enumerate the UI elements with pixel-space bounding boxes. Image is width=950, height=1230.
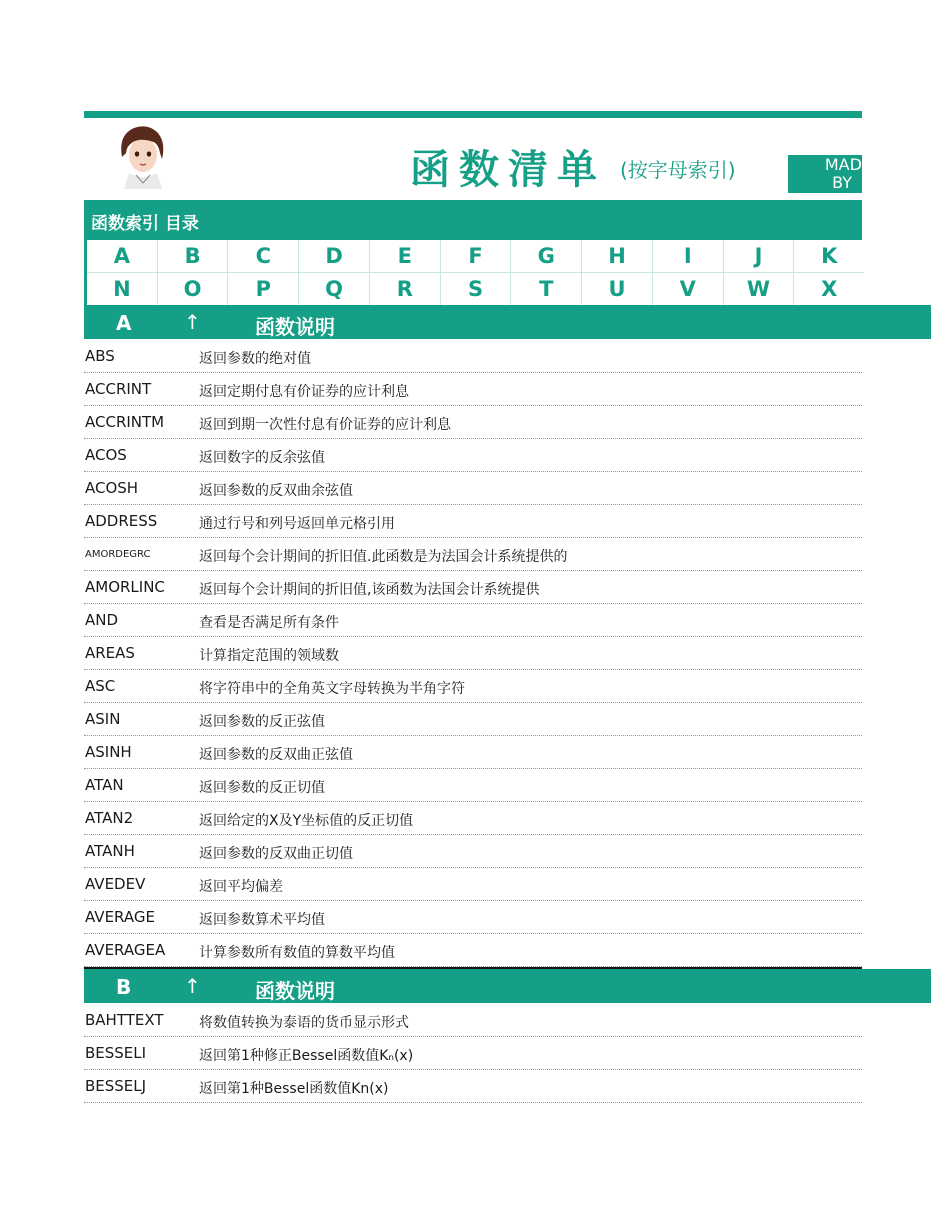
function-row [84, 835, 862, 868]
function-row [84, 802, 862, 835]
function-name: ACOSH [85, 479, 139, 497]
function-row [84, 868, 862, 901]
function-name: BESSELI [85, 1044, 147, 1062]
made-by-line1: MADE [824, 155, 872, 174]
function-name: ATAN2 [85, 809, 134, 827]
function-name: ADDRESS [85, 512, 158, 530]
function-row [84, 769, 862, 802]
section-letter: B [116, 975, 132, 999]
function-row [84, 373, 862, 406]
function-name: ATAN [85, 776, 124, 794]
function-name: ASC [85, 677, 116, 695]
index-letter-j[interactable]: J [724, 240, 795, 272]
function-row [84, 703, 862, 736]
function-name: ACCRINTM [85, 413, 165, 431]
section-label: 函数说明 [255, 315, 335, 339]
function-name: AVEDEV [85, 875, 146, 893]
function-list-b [84, 1004, 862, 1103]
function-name: ACOS [85, 446, 127, 464]
section-header-a [84, 305, 931, 339]
function-description: 返回每个会计期间的折旧值.此函数是为法国会计系统提供的 [199, 549, 568, 565]
function-description: 返回定期付息有价证券的应计利息 [199, 384, 409, 400]
function-row [84, 670, 862, 703]
function-name: AMORLINC [85, 578, 165, 596]
function-description: 返回参数的反正切值 [199, 780, 325, 796]
index-letter-q[interactable]: Q [299, 273, 370, 305]
index-letter-e[interactable]: E [370, 240, 441, 272]
function-name: AREAS [85, 644, 135, 662]
index-title: 函数索引 目录 [84, 200, 862, 240]
section-header-b [84, 969, 931, 1003]
index-letter-c[interactable]: C [228, 240, 299, 272]
index-letter-v[interactable]: V [653, 273, 724, 305]
letter-index-grid [84, 240, 864, 306]
function-row [84, 505, 862, 538]
index-letter-o[interactable]: O [158, 273, 229, 305]
header-top-bar [84, 111, 862, 118]
section-label: 函数说明 [255, 979, 335, 1003]
function-row [84, 637, 862, 670]
function-name: BAHTTEXT [85, 1011, 164, 1029]
page-subtitle: (按字母索引) [620, 158, 736, 182]
index-row [87, 240, 864, 273]
made-by-badge [788, 155, 872, 193]
function-row [84, 406, 862, 439]
function-description: 返回参数的反正弦值 [199, 714, 325, 730]
function-row [84, 604, 862, 637]
function-name: ASINH [85, 743, 132, 761]
function-description: 将数值转换为泰语的货币显示形式 [199, 1015, 409, 1031]
function-description: 计算指定范围的领域数 [199, 648, 339, 664]
function-description: 返回给定的X及Y坐标值的反正切值 [199, 813, 414, 829]
function-description: 返回参数的反双曲余弦值 [199, 483, 353, 499]
index-letter-u[interactable]: U [582, 273, 653, 305]
index-letter-a[interactable]: A [87, 240, 158, 272]
function-name: AMORDEGRC [85, 549, 151, 560]
index-letter-w[interactable]: W [724, 273, 795, 305]
index-letter-b[interactable]: B [158, 240, 229, 272]
index-letter-g[interactable]: G [511, 240, 582, 272]
index-letter-x[interactable]: X [821, 277, 838, 301]
function-description: 返回参数的绝对值 [199, 351, 311, 367]
index-letter-i[interactable]: I [653, 240, 724, 272]
back-to-top-arrow[interactable]: ↑ [184, 974, 201, 998]
function-name: ACCRINT [85, 380, 152, 398]
made-by-line2: BY [832, 173, 852, 192]
function-description: 通过行号和列号返回单元格引用 [199, 516, 395, 532]
function-name: ASIN [85, 710, 121, 728]
avatar [116, 123, 168, 189]
function-row [84, 1037, 862, 1070]
index-letter-k[interactable]: K [821, 244, 838, 268]
function-row [84, 1070, 862, 1103]
index-row [87, 273, 864, 306]
index-letter-n[interactable]: N [87, 273, 158, 305]
index-letter-s[interactable]: S [441, 273, 512, 305]
function-description: 返回第1种修正Bessel函数值Kₙ(x) [199, 1048, 414, 1064]
function-description: 返回参数的反双曲正弦值 [199, 747, 353, 763]
function-description: 查看是否满足所有条件 [199, 615, 339, 631]
function-name: ATANH [85, 842, 135, 860]
function-name: BESSELJ [85, 1077, 147, 1095]
function-description: 返回第1种Bessel函数值Kn(x) [199, 1081, 389, 1097]
function-row [84, 1004, 862, 1037]
index-letter-f[interactable]: F [441, 240, 512, 272]
function-row [84, 538, 862, 571]
function-row [84, 736, 862, 769]
function-row [84, 340, 862, 373]
function-row [84, 571, 862, 604]
function-row [84, 901, 862, 934]
function-description: 返回到期一次性付息有价证券的应计利息 [199, 417, 451, 433]
function-description: 计算参数所有数值的算数平均值 [199, 945, 395, 961]
function-description: 返回参数的反双曲正切值 [199, 846, 353, 862]
function-description: 将字符串中的全角英文字母转换为半角字符 [199, 681, 465, 697]
back-to-top-arrow[interactable]: ↑ [184, 310, 201, 334]
index-letter-d[interactable]: D [299, 240, 370, 272]
index-letter-r[interactable]: R [370, 273, 441, 305]
section-letter: A [116, 311, 132, 335]
function-row [84, 439, 862, 472]
function-list-a [84, 340, 862, 967]
page-title: 函数清单 [410, 147, 606, 193]
function-name: AVERAGEA [85, 941, 166, 959]
function-description: 返回平均偏差 [199, 879, 283, 895]
function-name: AND [85, 611, 119, 629]
function-row [84, 934, 862, 967]
function-description: 返回数字的反余弦值 [199, 450, 325, 466]
index-letter-p[interactable]: P [228, 273, 299, 305]
function-row [84, 472, 862, 505]
function-name: AVERAGE [85, 908, 155, 926]
function-description: 返回参数算术平均值 [199, 912, 325, 928]
function-description: 返回每个会计期间的折旧值,该函数为法国会计系统提供 [199, 582, 540, 598]
function-name: ABS [85, 347, 115, 365]
index-letter-t[interactable]: T [511, 273, 582, 305]
index-letter-h[interactable]: H [582, 240, 653, 272]
